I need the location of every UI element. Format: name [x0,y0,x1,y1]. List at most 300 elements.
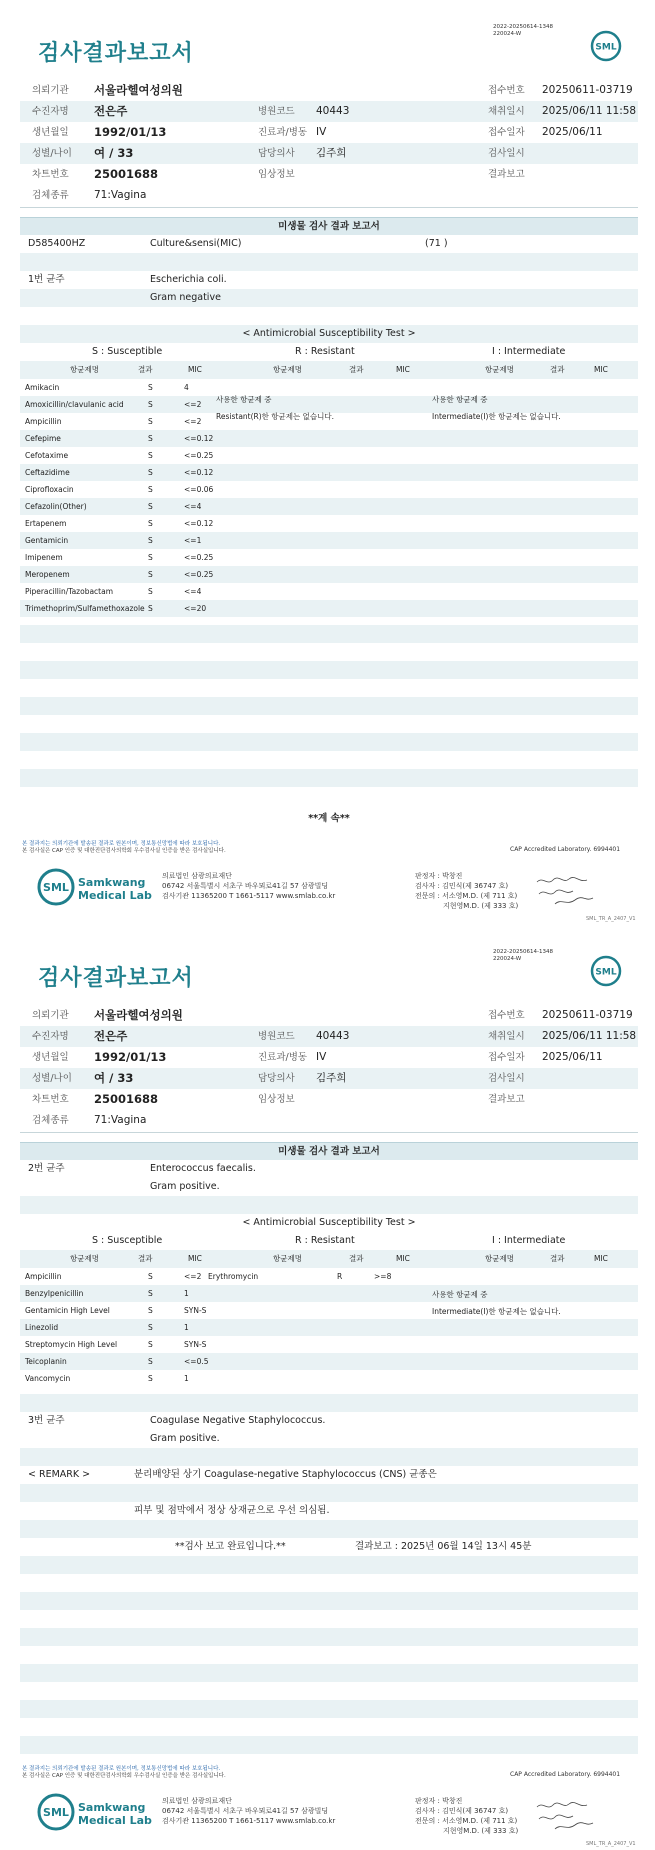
brand-name [78,1801,152,1827]
blank-band [20,625,638,643]
footer-note-2: 본 검사실은 CAP 인증 및 대한진단검사의학회 우수검사실 인증을 받은 검사실입니다. [22,848,226,854]
blank-band [20,643,638,661]
dob-label: 생년월일 [32,127,69,138]
signer-4: 지현영M.D. (제 333 호) [443,1827,519,1835]
drug-name: Ampicillin [25,417,62,426]
hospital-code-value: 40443 [316,1030,350,1042]
svg-text:SML: SML [595,967,617,978]
blank-band [20,715,638,733]
drug-res: S [148,485,153,494]
drug-mic: <=2 [184,417,202,426]
resistant-drug-mic: >=8 [374,1272,392,1281]
col-mic-s: MIC [188,365,202,374]
form-code: SML_TR_A_2407_V1 [586,1841,636,1847]
ast-title: < Antimicrobial Susceptibility Test > [242,328,416,339]
legend-row [20,343,638,361]
resistant-note-line-1: 사용한 항균제 중 [216,395,272,404]
chart-label: 차트번호 [32,169,69,180]
drug-res: S [148,1374,153,1383]
signer-3: 전문의 : 서소영M.D. (제 711 호) [415,1817,518,1825]
lab-org: 의료법인 삼광의료재단 [162,1797,232,1805]
col-drug-s: 항균제명 [70,1254,99,1263]
hospital-label: 의뢰기관 [32,1010,69,1021]
doc-id-line-1: 2022-20250614-1348 [493,949,553,955]
organism-row [20,1160,638,1178]
cap-accreditation: CAP Accredited Laboratory. 6994401 [510,846,621,853]
blank-band [20,697,638,715]
accession-label: 접수번호 [488,1010,525,1021]
intermediate-note-line-2: Intermediate(I)한 항균제는 없습니다. [432,1307,561,1316]
remark-row [20,1502,638,1520]
report-complete: **검사 보고 완료입니다.** [175,1541,286,1552]
info-row [20,1089,638,1110]
collect-label: 채취일시 [488,106,525,117]
sexage-value: 여 / 33 [94,1071,134,1085]
blank-band [20,733,638,751]
drug-name: Cefazolin(Other) [25,502,87,511]
drug-mic: <=0.5 [184,1357,209,1366]
collect-value: 2025/06/11 11:58 [542,1030,637,1042]
organism-label: 1번 균주 [28,274,65,285]
drug-name: Amoxicillin/clavulanic acid [25,400,124,409]
info-row [20,1047,638,1068]
gram-row [20,1178,638,1196]
remark-row [20,1466,638,1484]
result-label: 결과보고 [488,169,525,180]
drug-res: S [148,434,153,443]
blank-band [20,1394,638,1412]
lab-address [162,871,335,901]
organism-name: Enterococcus faecalis. [150,1163,256,1174]
doc-id-line-2: 220024-W [493,956,522,962]
doc-id-line-1: 2022-20250614-1348 [493,24,553,30]
test-code: D585400HZ [28,238,86,249]
drug-name: Amikacin [25,383,60,392]
drug-res: S [148,553,153,562]
signatures [415,871,518,911]
table-row [20,430,638,447]
legend-resistant: R : Resistant [295,346,355,357]
ast-title-row [20,325,638,343]
sml-logo-icon [590,30,622,62]
continue-mark: **계 속** [308,813,350,824]
drug-res: S [148,1272,153,1281]
info-row [20,185,638,206]
col-drug-r: 항균제명 [273,365,302,374]
blank-band [20,661,638,679]
drug-res: S [148,1357,153,1366]
footer-note-2: 본 검사실은 CAP 인증 및 대한진단검사의학회 우수검사실 인증을 받은 검사실입니다. [22,1773,226,1779]
lab-contact: 검사기관 11365200 T 1661-5117 www.smlab.co.kr [162,1817,336,1825]
blank-band [20,787,638,805]
doctor-label: 담당의사 [258,1073,295,1084]
gram-stain: Gram positive. [150,1433,220,1444]
organism-row [20,1412,638,1430]
drug-mic: SYN-S [184,1306,207,1315]
signer-4: 지현영M.D. (제 333 호) [443,902,519,910]
organism-row [20,271,638,289]
blank-band [20,1628,638,1646]
gram-stain: Gram positive. [150,1181,220,1192]
drug-res: S [148,604,153,613]
info-row [20,80,638,101]
legend-intermediate: I : Intermediate [492,1235,566,1246]
drug-mic: <=0.12 [184,468,214,477]
footer-note-1: 본 결과지는 의뢰기관에 발송된 결과로 원본이며, 정보통신망법에 따라 보호됩니다. [22,1766,221,1772]
section-header [20,217,638,235]
drug-name: Gentamicin High Level [25,1306,110,1315]
dept-value: IV [316,1051,327,1063]
signatures [415,1796,518,1836]
table-row [20,464,638,481]
drug-mic: <=0.25 [184,451,214,460]
col-drug-s: 항균제명 [70,365,99,374]
footer-note-1: 본 결과지는 의뢰기관에 발송된 결과로 원본이며, 정보통신망법에 따라 보호됩니다. [22,841,221,847]
divider [20,207,638,208]
gram-row [20,1430,638,1448]
drug-name: Ciprofloxacin [25,485,74,494]
hospital-label: 의뢰기관 [32,85,69,96]
sexage-value: 여 / 33 [94,146,134,160]
drug-mic: 1 [184,1289,189,1298]
drug-res: S [148,417,153,426]
drug-res: S [148,383,153,392]
legend-intermediate: I : Intermediate [492,346,566,357]
result-label: 결과보고 [488,1094,525,1105]
col-mic-i: MIC [594,1254,608,1263]
table-row [20,1285,638,1302]
drug-mic: 4 [184,383,189,392]
svg-text:SML: SML [595,42,617,53]
col-mic-s: MIC [188,1254,202,1263]
doctor-value: 김주희 [316,1072,347,1084]
drug-name: Ertapenem [25,519,67,528]
report-page-2 [0,925,655,1850]
col-result-r: 결과 [349,365,364,374]
test-name: Culture&sensi(MIC) [150,238,242,249]
section-title: 미생물 검사 결과 보고서 [278,1146,380,1157]
section-title: 미생물 검사 결과 보고서 [278,221,380,232]
collect-value: 2025/06/11 11:58 [542,105,637,117]
accession-label: 접수번호 [488,85,525,96]
signer-3: 전문의 : 서소영M.D. (제 711 호) [415,892,518,900]
blank-band [20,1484,638,1502]
info-row [20,1068,638,1089]
table-row [20,549,638,566]
received-value: 2025/06/11 [542,1051,603,1063]
blank-band [20,1718,638,1736]
received-value: 2025/06/11 [542,126,603,138]
name-label: 수진자명 [32,106,69,117]
doc-id-line-2: 220024-W [493,31,522,37]
signature-scribble-icon [535,874,595,908]
ast-column-headers [20,361,638,379]
blank-band [20,1196,638,1214]
drug-name: Cefepime [25,434,61,443]
drug-name: Piperacillin/Tazobactam [25,587,114,596]
drug-mic: <=4 [184,502,202,511]
dob-value: 1992/01/13 [94,125,167,139]
drug-mic: <=20 [184,604,207,613]
specimen-label: 검체종류 [32,190,69,201]
table-row [20,498,638,515]
col-mic-r: MIC [396,365,410,374]
table-row [20,1370,638,1387]
remark-line-1: 분리배양된 상기 Coagulase-negative Staphylococcus (CNS) 균종은 [134,1469,437,1480]
dob-label: 생년월일 [32,1052,69,1063]
signer-2: 검사자 : 김민식(제 36747 호) [415,1807,509,1815]
blank-band [20,1664,638,1682]
resistant-drug-result: R [337,1272,343,1281]
name-label: 수진자명 [32,1031,69,1042]
table-row [20,1268,638,1285]
svg-text:SML: SML [43,1806,69,1819]
organism-name: Coagulase Negative Staphylococcus. [150,1415,326,1426]
col-result-i: 결과 [550,365,565,374]
report-time: 결과보고 : 2025년 06월 14일 13시 45분 [355,1541,532,1552]
divider [20,1132,638,1133]
drug-res: S [148,519,153,528]
info-row [20,1005,638,1026]
col-result-i: 결과 [550,1254,565,1263]
info-row [20,1026,638,1047]
completion-row [20,1538,638,1556]
drug-res: S [148,1323,153,1332]
dept-value: IV [316,126,327,138]
resistant-note-line-2: Resistant(R)한 항균제는 없습니다. [216,412,335,421]
hospital-code-value: 40443 [316,105,350,117]
signer-2: 검사자 : 김민식(제 36747 호) [415,882,509,890]
intermediate-note-line-1: 사용한 항균제 중 [432,1290,488,1299]
drug-res: S [148,1289,153,1298]
sml-brand-icon [36,867,76,907]
blank-band [20,307,638,325]
table-row [20,583,638,600]
accession-value: 20250611-03719 [542,84,633,96]
doctor-value: 김주희 [316,147,347,159]
drug-res: S [148,1306,153,1315]
lab-contact: 검사기관 11365200 T 1661-5117 www.smlab.co.kr [162,892,336,900]
report-title: 검사결과보고서 [38,41,194,66]
dept-label: 진료과/병동 [258,1052,308,1063]
drug-name: Cefotaxime [25,451,69,460]
info-row [20,143,638,164]
clinical-label: 임상정보 [258,169,295,180]
drug-res: S [148,536,153,545]
signer-1: 판정자 : 박창진 [415,1797,463,1805]
table-row [20,532,638,549]
col-result-s: 결과 [138,365,153,374]
drug-name: Trimethoprim/Sulfamethoxazole [25,604,145,613]
drug-name: Benzylpenicillin [25,1289,84,1298]
drug-mic: 1 [184,1323,189,1332]
blank-band [20,253,638,271]
intermediate-note-line-1: 사용한 항균제 중 [432,395,488,404]
signer-1: 판정자 : 박창진 [415,872,463,880]
name-value: 전은주 [94,104,128,118]
chart-value: 25001688 [94,167,159,181]
form-code: SML_TR_A_2407_V1 [586,916,636,922]
drug-mic: <=0.12 [184,434,214,443]
received-label: 접수일자 [488,1052,525,1063]
drug-mic: <=0.25 [184,570,214,579]
drug-name: Vancomycin [25,1374,71,1383]
col-mic-i: MIC [594,365,608,374]
hospital-code-label: 병원코드 [258,1031,295,1042]
intermediate-note-line-2: Intermediate(I)한 항균제는 없습니다. [432,412,561,421]
col-result-s: 결과 [138,1254,153,1263]
drug-res: S [148,502,153,511]
brand-line-2: Medical Lab [78,1814,152,1827]
drug-mic: <=2 [184,400,202,409]
info-row [20,122,638,143]
document-id [493,949,553,963]
drug-mic: <=0.06 [184,485,214,494]
dob-value: 1992/01/13 [94,1050,167,1064]
blank-band [20,1556,638,1574]
dept-label: 진료과/병동 [258,127,308,138]
remark-label: < REMARK > [28,1469,91,1480]
report-title: 검사결과보고서 [38,966,194,991]
gram-stain: Gram negative [150,292,221,303]
organism-label: 3번 균주 [28,1415,65,1426]
drug-mic: <=4 [184,587,202,596]
drug-name: Teicoplanin [25,1357,67,1366]
info-row [20,101,638,122]
resistant-drug-name: Erythromycin [208,1272,259,1281]
drug-name: Imipenem [25,553,63,562]
lab-street: 06742 서울특별시 서초구 바우뫼로41길 57 삼광빌딩 [162,1807,329,1815]
blank-band [20,1682,638,1700]
drug-mic: <=0.25 [184,553,214,562]
blank-band [20,751,638,769]
ast-title-row [20,1214,638,1232]
test-number: (71 ) [425,238,448,249]
blank-band [20,769,638,787]
blank-band [20,1520,638,1538]
lab-address [162,1796,335,1826]
drug-name: Ceftazidime [25,468,70,477]
test-row [20,235,638,253]
table-row [20,1336,638,1353]
blank-band [20,1736,638,1754]
document-id [493,24,553,38]
legend-susceptible: S : Susceptible [92,1235,163,1246]
drug-mic: <=1 [184,536,202,545]
sml-logo-icon [590,955,622,987]
section-header [20,1142,638,1160]
drug-res: S [148,400,153,409]
drug-name: Gentamicin [25,536,69,545]
ast-title: < Antimicrobial Susceptibility Test > [242,1217,416,1228]
svg-text:SML: SML [43,881,69,894]
blank-band [20,1574,638,1592]
signature-scribble-icon [535,1799,595,1833]
gram-row [20,289,638,307]
drug-mic: 1 [184,1374,189,1383]
legend-row [20,1232,638,1250]
brand-line-1: Samkwang [78,1801,146,1814]
table-row [20,566,638,583]
collect-label: 채취일시 [488,1031,525,1042]
sml-brand-icon [36,1792,76,1832]
legend-susceptible: S : Susceptible [92,346,163,357]
drug-res: S [148,468,153,477]
accession-value: 20250611-03719 [542,1009,633,1021]
doctor-label: 담당의사 [258,148,295,159]
clinical-label: 임상정보 [258,1094,295,1105]
name-value: 전은주 [94,1029,128,1043]
lab-street: 06742 서울특별시 서초구 바우뫼로41길 57 삼광빌딩 [162,882,329,890]
col-result-r: 결과 [349,1254,364,1263]
col-drug-r: 항균제명 [273,1254,302,1263]
testdate-label: 검사일시 [488,148,525,159]
specimen-value: 71:Vagina [94,1114,147,1126]
legend-resistant: R : Resistant [295,1235,355,1246]
blank-band [20,1592,638,1610]
organism-name: Escherichia coli. [150,274,227,285]
drug-mic: <=2 [184,1272,202,1281]
hospital-value: 서울라헬여성의원 [94,1008,183,1022]
lab-org: 의료법인 삼광의료재단 [162,872,232,880]
brand-name [78,876,152,902]
hospital-value: 서울라헬여성의원 [94,83,183,97]
sexage-label: 성별/나이 [32,1073,72,1084]
col-mic-r: MIC [396,1254,410,1263]
info-row [20,1110,638,1131]
organism-label: 2번 균주 [28,1163,65,1174]
testdate-label: 검사일시 [488,1073,525,1084]
table-row [20,379,638,396]
col-drug-i: 항균제명 [485,1254,514,1263]
drug-res: S [148,1340,153,1349]
drug-res: S [148,587,153,596]
drug-mic: <=0.12 [184,519,214,528]
blank-band [20,1700,638,1718]
drug-name: Linezolid [25,1323,59,1332]
col-drug-i: 항균제명 [485,365,514,374]
remark-line-2: 피부 및 점막에서 정상 상재균으로 우선 의심됨. [134,1505,330,1516]
specimen-value: 71:Vagina [94,189,147,201]
specimen-label: 검체종류 [32,1115,69,1126]
chart-label: 차트번호 [32,1094,69,1105]
cap-accreditation: CAP Accredited Laboratory. 6994401 [510,1771,621,1778]
table-row [20,1353,638,1370]
ast-column-headers [20,1250,638,1268]
blank-band [20,679,638,697]
blank-band [20,1448,638,1466]
info-row [20,164,638,185]
brand-line-2: Medical Lab [78,889,152,902]
drug-mic: SYN-S [184,1340,207,1349]
received-label: 접수일자 [488,127,525,138]
drug-res: S [148,451,153,460]
drug-name: Meropenem [25,570,70,579]
chart-value: 25001688 [94,1092,159,1106]
table-row [20,1319,638,1336]
blank-band [20,1610,638,1628]
table-row [20,481,638,498]
sexage-label: 성별/나이 [32,148,72,159]
drug-name: Streptomycin High Level [25,1340,118,1349]
hospital-code-label: 병원코드 [258,106,295,117]
drug-name: Ampicillin [25,1272,62,1281]
drug-res: S [148,570,153,579]
table-row [20,515,638,532]
table-row [20,600,638,617]
table-row [20,447,638,464]
brand-line-1: Samkwang [78,876,146,889]
